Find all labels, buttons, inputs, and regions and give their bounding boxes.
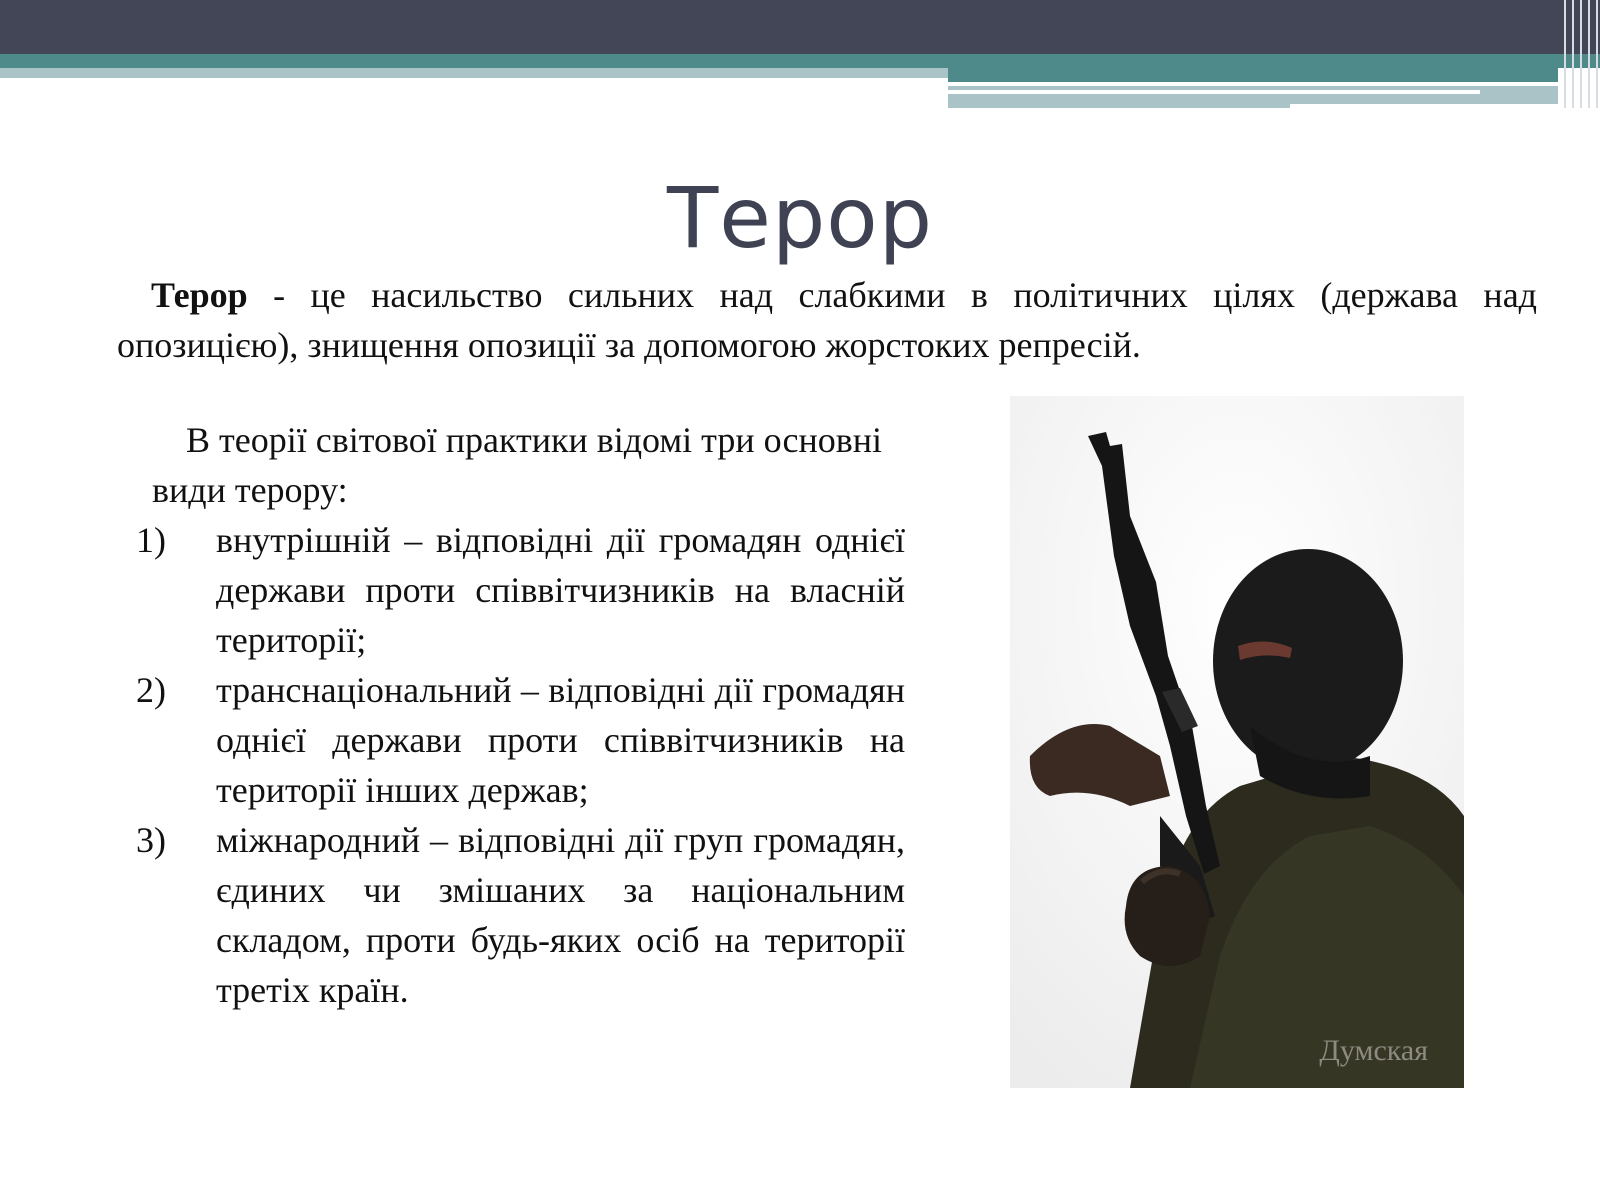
list-item-number: 3) bbox=[136, 820, 166, 860]
list-item bbox=[130, 665, 905, 815]
gunman-silhouette-icon bbox=[1010, 396, 1464, 1088]
list-item bbox=[130, 815, 905, 1015]
definition-text: - це насильство сильних над слабкими в політичних цілях (держава над опозицією), знищення опозиції за допомогою жорстоких репресій. bbox=[117, 275, 1537, 365]
terror-types-list bbox=[130, 515, 905, 1015]
types-intro-text: В теорії світової практики відомі три основні види терору: bbox=[152, 420, 882, 510]
types-intro bbox=[152, 415, 902, 515]
slide-title: Терор bbox=[666, 169, 934, 267]
list-item-number: 1) bbox=[136, 520, 166, 560]
definition-term: Терор bbox=[151, 275, 248, 315]
list-item-text: внутрішній – відповідні дії громадян однієї держави проти співвітчизників на власній території; bbox=[216, 520, 905, 660]
list-item bbox=[130, 515, 905, 665]
photo-watermark: Думская bbox=[1319, 1034, 1428, 1067]
header-band-right-line bbox=[948, 90, 1480, 94]
definition-paragraph bbox=[117, 270, 1537, 370]
list-item-text: транснаціональний – відповідні дії громадян однієї держави проти співвітчизників на території інших держав; bbox=[216, 670, 905, 810]
header-band-dark bbox=[0, 0, 1600, 54]
list-item-text: міжнародний – відповідні дії груп громадян, єдиних чи змішаних за національним складом, проти будь-яких осіб на території третіх країн. bbox=[216, 820, 905, 1010]
masked-gunman-photo bbox=[1010, 396, 1464, 1088]
list-item-number: 2) bbox=[136, 670, 166, 710]
header-band-light bbox=[0, 68, 948, 78]
header-band-right-line-2 bbox=[1290, 104, 1558, 108]
header-band-right-teal bbox=[948, 68, 1558, 82]
header-edge-lines bbox=[1560, 0, 1600, 108]
header-band-teal bbox=[0, 54, 1600, 68]
